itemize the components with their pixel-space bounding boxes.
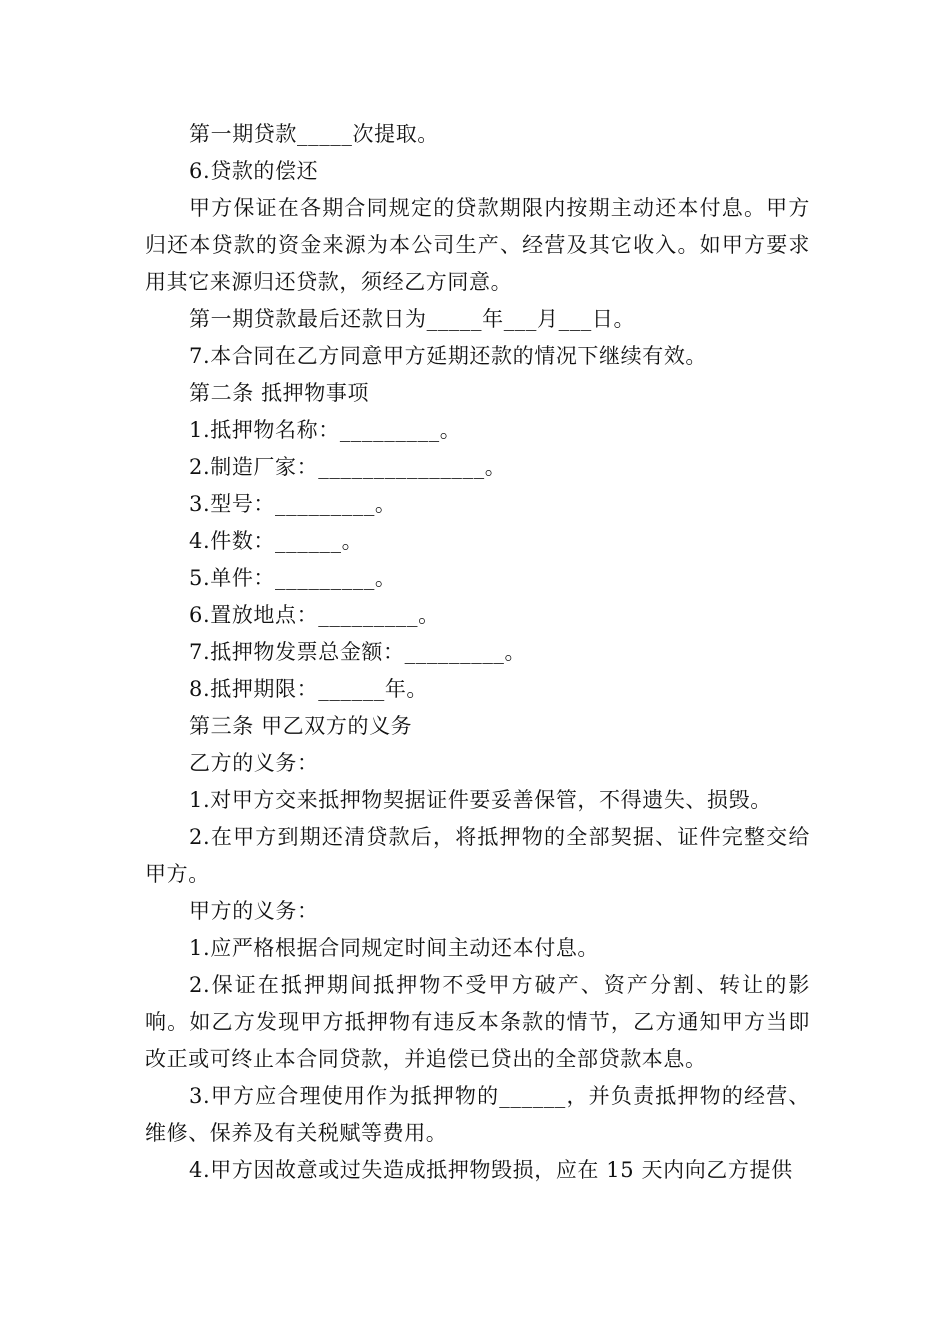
- party-a-obligation-2: 2.保证在抵押期间抵押物不受甲方破产、资产分割、转让的影响。如乙方发现甲方抵押物有违反本条款的情节，乙方通知甲方当即改正或可终止本合同贷款，并追偿已贷出的全部贷款本息。: [145, 973, 810, 1071]
- item-manufacturer: 2.制造厂家：_______________。: [189, 455, 507, 479]
- paragraph-repayment-guarantee: 甲方保证在各期合同规定的贷款期限内按期主动还本付息。甲方归还本贷款的资金来源为本公司生产、经营及其它收入。如甲方要求用其它来源归还贷款，须经乙方同意。: [145, 196, 810, 294]
- paragraph-last-repayment-date: 第一期贷款最后还款日为_____年___月___日。: [189, 307, 636, 331]
- item-mortgage-term: 8.抵押期限：______年。: [189, 677, 429, 701]
- paragraph-first-loan-withdrawal: 第一期贷款_____次提取。: [189, 122, 439, 146]
- subheading-party-a-obligations: 甲方的义务：: [189, 899, 319, 923]
- party-a-obligation-4: 4.甲方因故意或过失造成抵押物毁损，应在 15 天内向乙方提供: [189, 1158, 793, 1182]
- party-a-obligation-1: 1.应严格根据合同规定时间主动还本付息。: [189, 936, 600, 960]
- item-invoice-total: 7.抵押物发票总金额：_________。: [189, 640, 527, 664]
- subheading-party-b-obligations: 乙方的义务：: [189, 751, 319, 775]
- item-quantity: 4.件数：______。: [189, 529, 364, 553]
- item-model: 3.型号：_________。: [189, 492, 397, 516]
- party-a-obligation-3: 3.甲方应合理使用作为抵押物的______，并负责抵押物的经营、维修、保养及有关税赋等费用。: [145, 1084, 810, 1145]
- item-collateral-name: 1.抵押物名称：_________。: [189, 418, 462, 442]
- item-location: 6.置放地点：_________。: [189, 603, 440, 627]
- heading-article-three: 第三条 甲乙双方的义务: [189, 714, 413, 738]
- heading-article-two: 第二条 抵押物事项: [189, 381, 370, 405]
- document-body: [145, 116, 810, 1189]
- party-b-obligation-2: 2.在甲方到期还清贷款后，将抵押物的全部契据、证件完整交给甲方。: [145, 825, 810, 886]
- heading-loan-repayment: 6.贷款的偿还: [189, 159, 319, 183]
- paragraph-contract-validity: 7.本合同在乙方同意甲方延期还款的情况下继续有效。: [189, 344, 708, 368]
- party-b-obligation-1: 1.对甲方交来抵押物契据证件要妥善保管，不得遗失、损毁。: [189, 788, 772, 812]
- item-unit: 5.单件：_________。: [189, 566, 397, 590]
